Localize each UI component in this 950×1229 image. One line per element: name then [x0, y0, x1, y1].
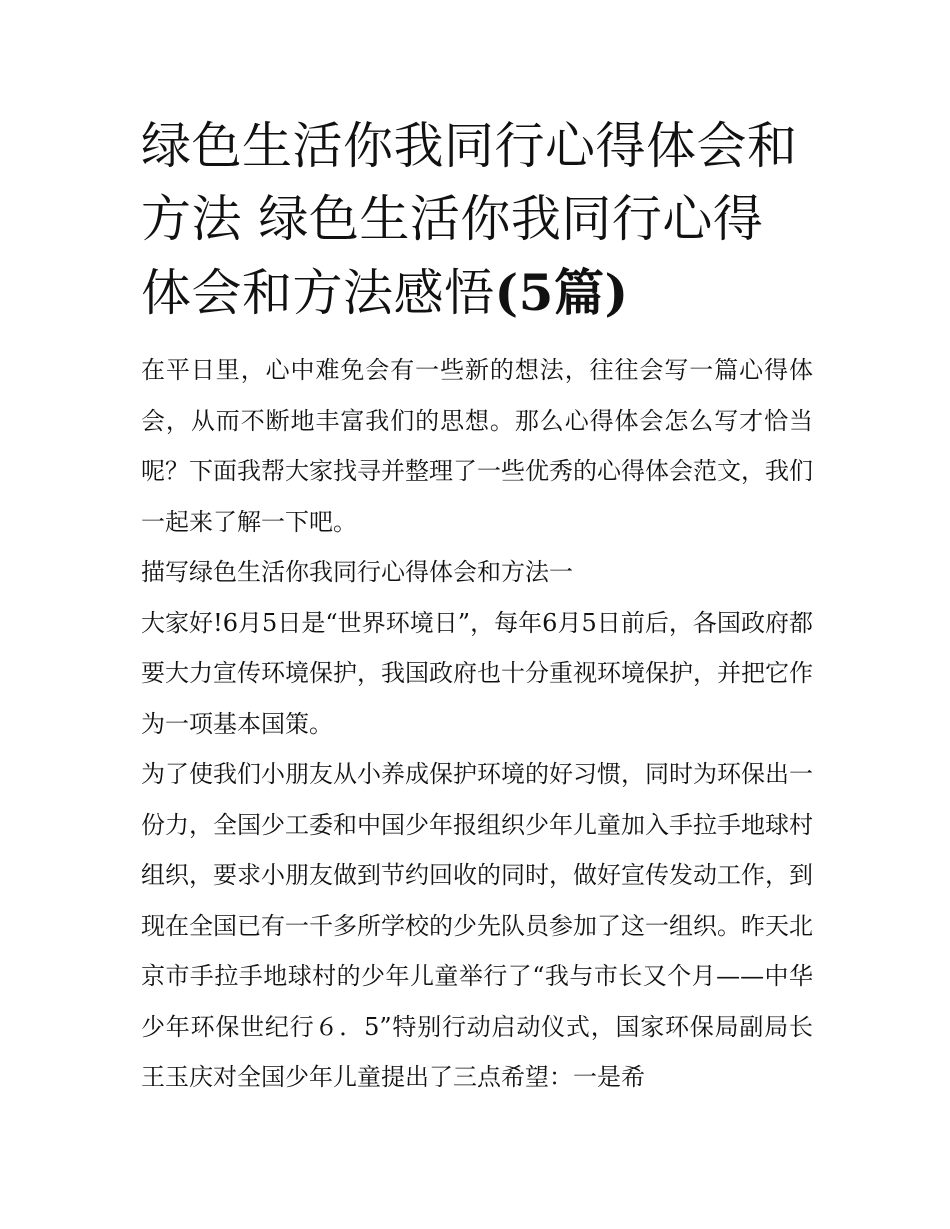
body-paragraph: 大家好!6月5日是“世界环境日”，每年6月5日前后，各国政府都要大力宣传环境保护，我国政府也十分重视环境保护，并把它作为一项基本国策。	[141, 608, 813, 738]
body-paragraph: 为了使我们小朋友从小养成保护环境的好习惯，同时为环保出一份力，全国少工委和中国少年报组织少年儿童加入手拉手地球村组织，要求小朋友做到节约回收的同时，做好宣传发动工作，到现在全国已有一千多所学校的少先队员参加了这一组织。昨天北京市手拉手地球村的少年儿童举行了“我与市长又个月——中华少年环保世纪行６．5”特别行动启动仪式，国家环保局副局长王玉庆对全国少年儿童提出了三点希望：一是希	[141, 760, 813, 1091]
section-heading: 描写绿色生活你我同行心得体会和方法一	[141, 558, 573, 586]
document-body	[141, 345, 813, 1103]
title-tail: (5篇)	[494, 263, 629, 322]
intro-paragraph: 在平日里，心中难免会有一些新的想法，往往会写一篇心得体会，从而不断地丰富我们的思想。那么心得体会怎么写才恰当呢？下面我帮大家找寻并整理了一些优秀的心得体会范文，我们一起来了解一下吧。	[141, 356, 813, 536]
title-main: 绿色生活你我同行心得体会和方法 绿色生活你我同行心得体会和方法感悟	[141, 117, 798, 322]
document-page	[141, 110, 813, 1103]
document-title	[141, 110, 813, 330]
